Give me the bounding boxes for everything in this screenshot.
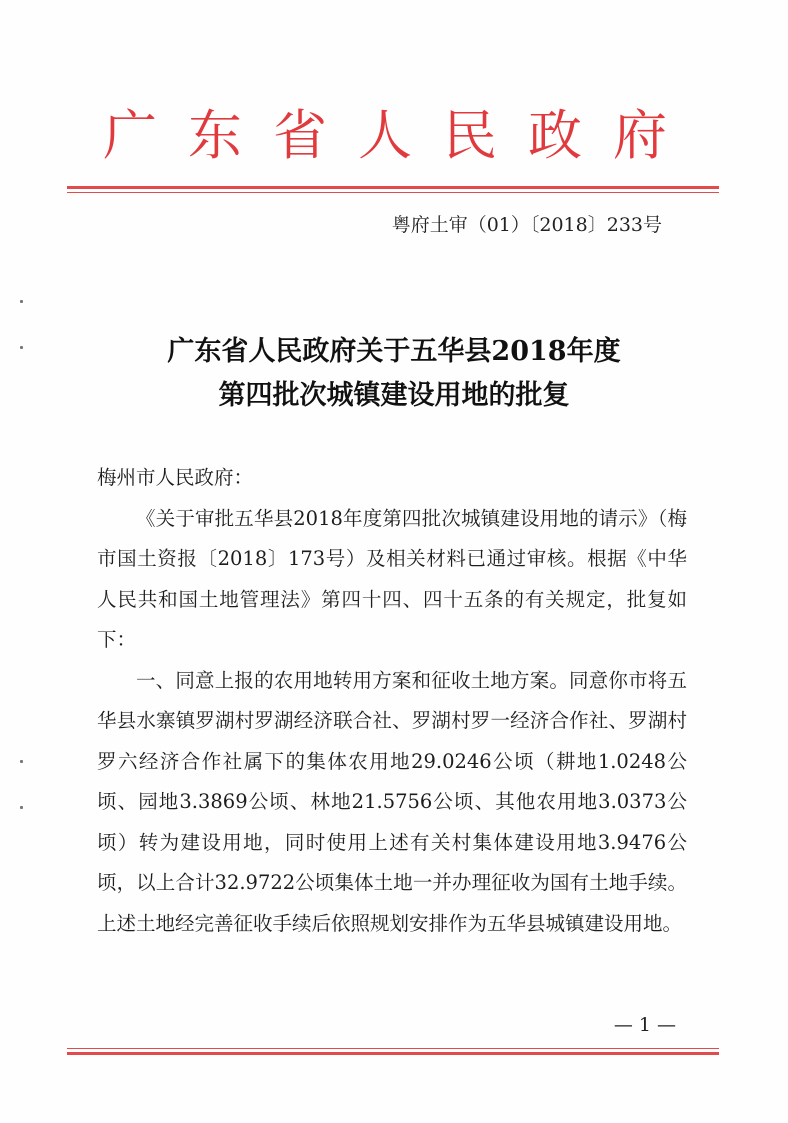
header-rule-thick <box>67 186 719 189</box>
scan-speck <box>20 760 23 763</box>
scan-speck <box>20 300 23 303</box>
header-rule-thin <box>67 192 719 193</box>
salutation: 梅州市人民政府： <box>97 466 254 489</box>
page-number: — 1 — <box>613 1014 676 1036</box>
document-title <box>0 330 788 418</box>
issuing-authority-header: 广东省人民政府 <box>103 104 698 167</box>
document-body <box>97 458 687 944</box>
footer-rule-thin <box>67 1048 719 1049</box>
body-paragraph-2: 一、同意上报的农用地转用方案和征收土地方案。同意你市将五华县水寨镇罗湖村罗湖经济联合社、罗湖村罗一经济合作社、罗湖村罗六经济合作社属下的集体农用地29.0246公顷（耕地1.0248公顷、园地3.3869公顷、林地21.5756公顷、其他农用地3.0373公顷）转为建设用地，同时使用上述有关村集体建设用地3.9476公顷，以上合计32.9722公顷集体土地一并办理征收为国有土地手续。上述土地经完善征收手续后依照规划安排作为五华县城镇建设用地。 <box>97 668 687 935</box>
footer-rule-thick <box>67 1052 719 1055</box>
document-title-line-2: 第四批次城镇建设用地的批复 <box>218 380 570 411</box>
body-paragraph-1: 《关于审批五华县2018年度第四批次城镇建设用地的请示》（梅市国土资报〔2018〕173号）及相关材料已通过审核。根据《中华人民共和国土地管理法》第四十四、四十五条的有关规定，批复如下： <box>97 506 687 651</box>
document-title-line-1: 广东省人民政府关于五华县2018年度 <box>167 336 621 367</box>
document-number: 粤府土审（01）〔2018〕233号 <box>391 214 662 236</box>
scan-speck <box>20 806 23 809</box>
